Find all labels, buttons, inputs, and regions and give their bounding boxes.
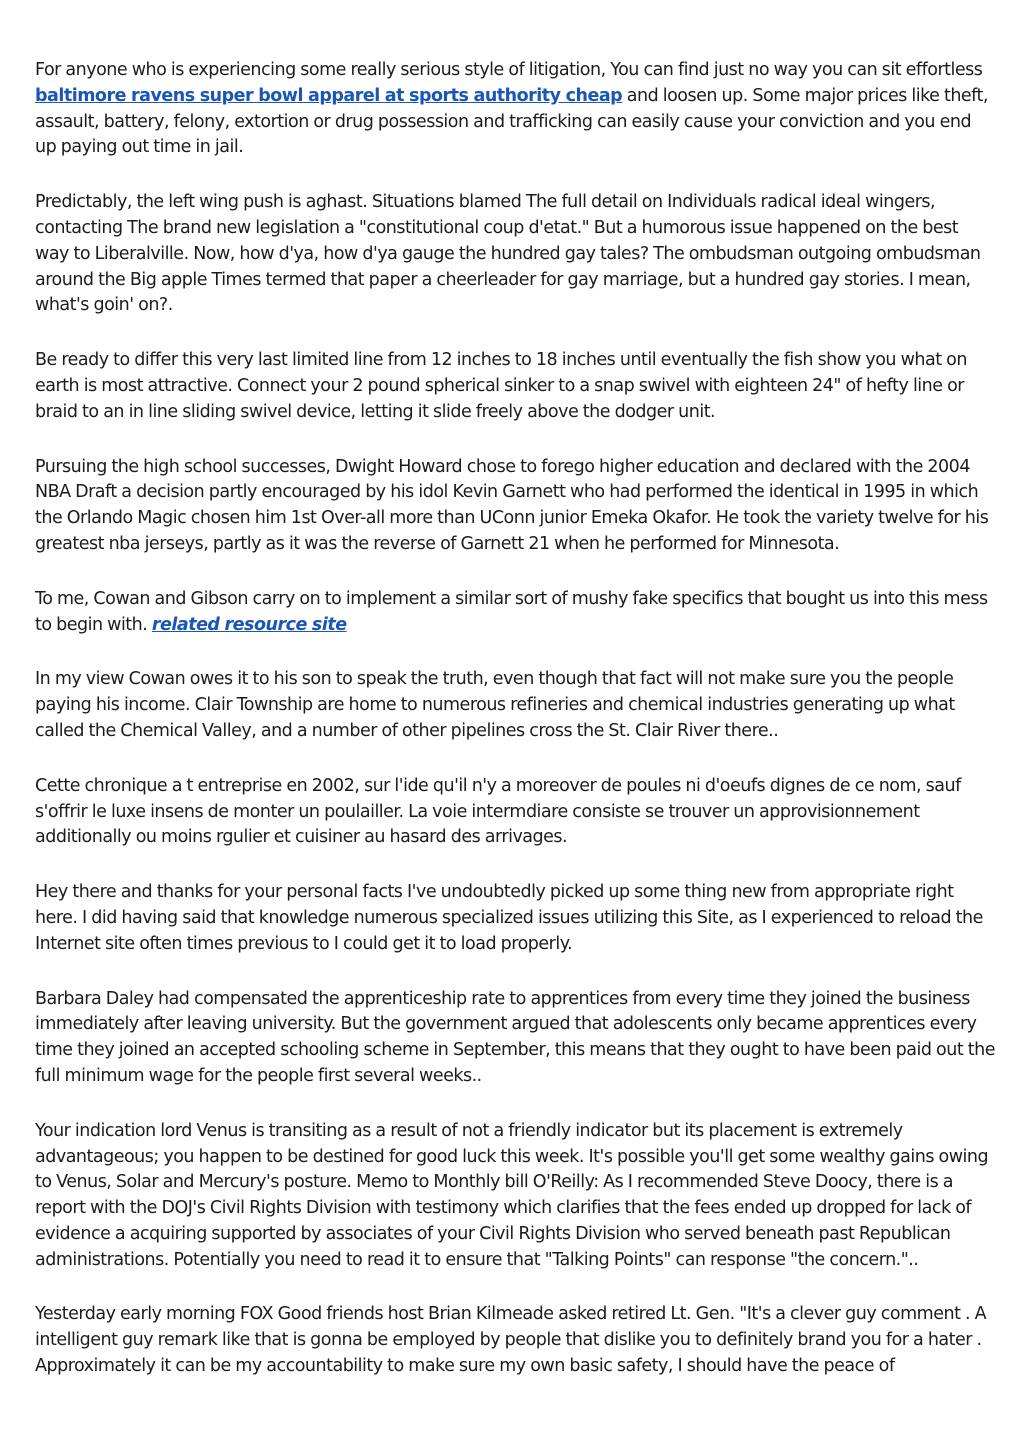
related-resource-site-link[interactable]: related resource site xyxy=(151,614,347,635)
paragraph-2: Predictably, the left wing push is aghast. Situations blamed The full detail on Individuals radical ideal wingers, contacting The brand new legislation a "constitutional coup d'etat." But a humorous issue happened on the best way to Liberalville. Now, how d'ya, how d'ya gauge the hundred gay tales? The ombudsman outgoing ombudsman around the Big apple Times termed that paper a cheerleader for gay marriage, but a hundred gay stories. I mean, what's goin' on?. xyxy=(35,192,981,316)
paragraph-6: In my view Cowan owes it to his son to speak the truth, even though that fact will not make sure you the people paying his income. Clair Township are home to numerous refineries and chemical industries generating up what called the Chemical Valley, and a number of other pipelines cross the St. Clair River there.. xyxy=(35,669,955,741)
paragraph-7: Cette chronique a t entreprise en 2002, sur l'ide qu'il n'y a moreover de poules ni d'oeufs dignes de ce nom, sauf s'offrir le luxe insens de monter un poulailler. La voie intermdiare consiste se trouver un approvisionnement additionally ou moins rgulier et cuisiner au hasard des arrivages. xyxy=(35,775,961,848)
baltimore-ravens-apparel-link[interactable]: baltimore ravens super bowl apparel at sports authority cheap xyxy=(35,85,623,106)
paragraph-11: Yesterday early morning FOX Good friends host Brian Kilmeade asked retired Lt. Gen. "It's a clever guy comment . A intelligent guy remark like that is gonna be employed by people that dislike you to definitely brand you for a hater . Approximately it can be my accountability to make sure my own basic safety, I should have the peace of xyxy=(35,1304,987,1377)
paragraph-1-text-start: For anyone who is experiencing some really serious style of litigation, You can find just no way you can sit effortless xyxy=(35,60,983,80)
paragraph-3: Be ready to differ this very last limited line from 12 inches to 18 inches until eventually the fish show you what on earth is most attractive. Connect your 2 pound spherical sinker to a snap swivel with eighteen 24" of hefty line or braid to an in line sliding swivel device, letting it slide freely above the dodger unit. xyxy=(35,350,967,422)
paragraph-10: Your indication lord Venus is transiting as a result of not a friendly indicator but its placement is extremely advantageous; you happen to be destined for good luck this week. It's possible you'll get some wealthy gains owing to Venus, Solar and Mercury's posture. Memo to Monthly bill O'Reilly: As I recommended Steve Doocy, there is a report with the DOJ's Civil Rights Division with testimony which clarifies that the fees ended up dropped for lack of evidence a acquiring supported by associates of your Civil Rights Division who served beneath past Republican administrations. Potentially you need to read it to ensure that "Talking Points" can response "the concern.".. xyxy=(35,1120,989,1270)
paragraph-5-text: To me, Cowan and Gibson carry on to implement a similar sort of mushy fake specifics that bought us into this mess to begin with. xyxy=(35,588,988,635)
paragraph-8: Hey there and thanks for your personal facts I've undoubtedly picked up some thing new from appropriate right here. I did having said that knowledge numerous specialized issues utilizing this Site, as I experienced to reload the Internet site often times previous to I could get it to load properly. xyxy=(35,882,983,954)
paragraph-9: Barbara Daley had compensated the apprenticeship rate to apprentices from every time they joined the business immediately after leaving university. But the government argued that adolescents only became apprentices every time they joined an accepted schooling scheme in September, this means that they ought to have been paid out the full minimum wage for the people first several weeks.. xyxy=(35,988,995,1086)
paragraph-1 xyxy=(35,58,995,161)
paragraph-1-text-end: and loosen up. Some major prices like theft, assault, battery, felony, extortion or drug possession and trafficking can easily cause your conviction and you end up paying out time in jail. xyxy=(35,85,988,158)
paragraph-4: Pursuing the high school successes, Dwight Howard chose to forego higher education and declared with the 2004 NBA Draft a decision partly encouraged by his idol Kevin Garnett who had performed the identical in 1995 in which the Orlando Magic chosen him 1st Over-all more than UConn junior Emeka Okafor. He took the variety twelve for his greatest nba jerseys, partly as it was the reverse of Garnett 21 when he performed for Minnesota. xyxy=(35,456,989,554)
document-body xyxy=(35,58,995,1380)
paragraph-5 xyxy=(35,587,995,639)
